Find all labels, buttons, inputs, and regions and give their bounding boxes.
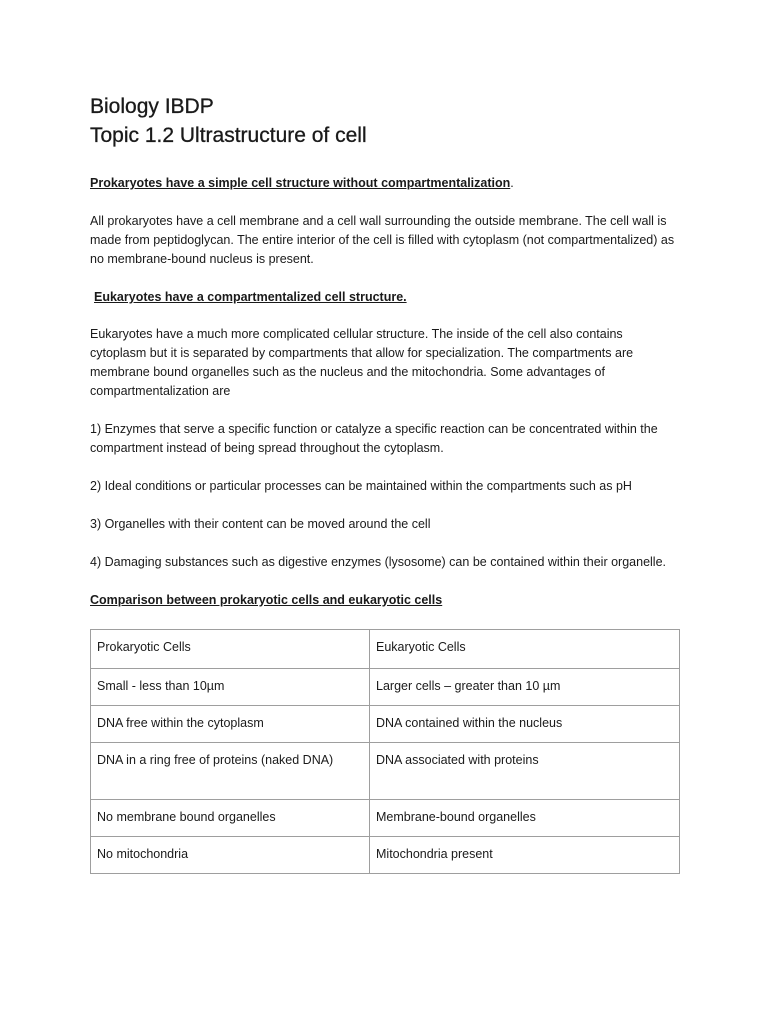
prokaryotes-heading-text: Prokaryotes have a simple cell structure without compartmentalization [90,176,511,190]
table-cell: Prokaryotic Cells [91,630,370,669]
title-line-2: Topic 1.2 Ultrastructure of cell [90,124,367,147]
comparison-table [90,629,680,874]
table-cell: Eukaryotic Cells [370,630,680,669]
document-page [90,92,680,874]
table-cell: No membrane bound organelles [91,800,370,837]
advantage-point-4: 4) Damaging substances such as digestive enzymes (lysosome) can be contained within their organelle. [90,555,666,569]
advantage-point-1: 1) Enzymes that serve a specific function or catalyze a specific reaction can be concentrated within the compartment instead of being spread throughout the cytoplasm. [90,422,658,455]
table-cell: Membrane-bound organelles [370,800,680,837]
table-cell: Mitochondria present [370,837,680,874]
table-row [91,706,680,743]
table-row [91,743,680,800]
table-cell: DNA contained within the nucleus [370,706,680,743]
document-title [90,92,680,150]
table-cell: Small - less than 10µm [91,669,370,706]
prokaryotes-heading [90,174,680,192]
prokaryotes-heading-period: . [510,176,514,190]
table-cell: No mitochondria [91,837,370,874]
eukaryotes-paragraph: Eukaryotes have a much more complicated cellular structure. The inside of the cell also contains cytoplasm but it is separated by compartments that allow for specialization. The compartments are membrane bound organelles such as the nucleus and the mitochondria. Some advantages of compartmentalization are [90,327,634,398]
title-line-1: Biology IBDP [90,95,214,118]
table-cell: DNA free within the cytoplasm [91,706,370,743]
advantage-point-3: 3) Organelles with their content can be moved around the cell [90,517,431,531]
eukaryotes-heading: Eukaryotes have a compartmentalized cell structure. [94,290,407,304]
table-cell: Larger cells – greater than 10 µm [370,669,680,706]
table-row [91,800,680,837]
advantage-point-2: 2) Ideal conditions or particular processes can be maintained within the compartments such as pH [90,479,632,493]
comparison-heading: Comparison between prokaryotic cells and eukaryotic cells [90,593,443,607]
table-header-row [91,630,680,669]
table-row [91,669,680,706]
table-cell: DNA associated with proteins [370,743,680,800]
table-cell: DNA in a ring free of proteins (naked DNA) [91,743,370,800]
table-row [91,837,680,874]
prokaryotes-paragraph: All prokaryotes have a cell membrane and a cell wall surrounding the outside membrane. The cell wall is made from peptidoglycan. The entire interior of the cell is filled with cytoplasm (not compartmentalized) as no membrane-bound nucleus is present. [90,214,675,266]
